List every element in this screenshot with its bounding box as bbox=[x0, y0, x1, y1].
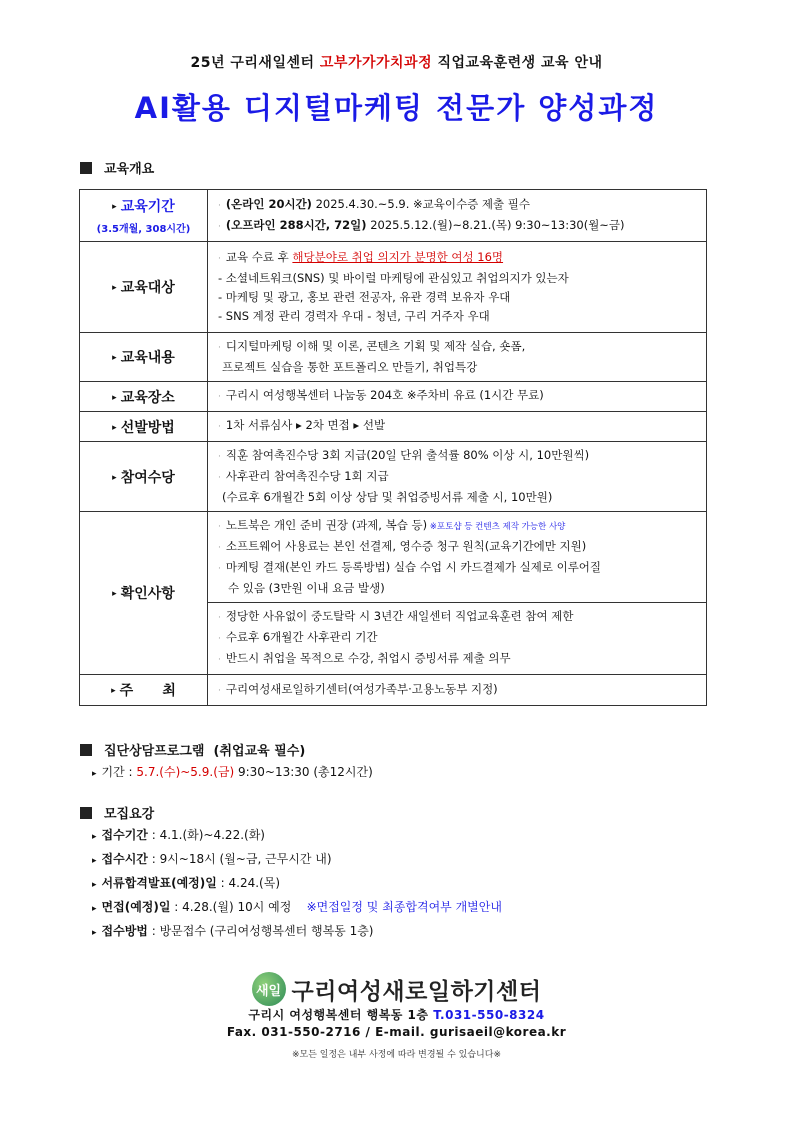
check-a1-note: ※포토샵 등 컨텐츠 제작 가능한 사양 bbox=[427, 522, 566, 532]
label-host-text: 주 최 bbox=[119, 683, 176, 699]
saeil-logo-icon: 새일 bbox=[252, 972, 286, 1006]
label-target-text: 교육대상 bbox=[120, 280, 175, 296]
dash-icon: - bbox=[218, 271, 223, 285]
contact-address-text: 구리시 여성행복센터 행복동 1층 bbox=[248, 1008, 434, 1022]
group-period-rest: 9:30~13:30 (총12시간) bbox=[234, 765, 373, 779]
dot-icon: · bbox=[218, 200, 221, 211]
value-check-b bbox=[208, 603, 707, 675]
dot-icon: · bbox=[218, 422, 221, 432]
value-period bbox=[208, 190, 707, 242]
row-select bbox=[80, 412, 707, 442]
recruit-r3-key: 서류합격발표(예정)일 bbox=[101, 876, 217, 890]
dot-icon: · bbox=[218, 522, 221, 532]
group-period-key: 기간 : bbox=[101, 765, 137, 779]
group-period-dates: 5.7.(수)~5.9.(금) bbox=[136, 765, 235, 779]
page-title: AI활용 디지털마케팅 전문가 양성과정 bbox=[134, 91, 659, 125]
content-line1: 디지털마케팅 이해 및 이론, 콘텐츠 기획 및 제작 실습, 숏폼, bbox=[225, 339, 526, 353]
dot-icon: · bbox=[218, 613, 221, 623]
header-pre: 25년 구리새일센터 bbox=[190, 55, 320, 71]
label-allowance-text: 참여수당 bbox=[120, 469, 175, 486]
value-host bbox=[208, 675, 707, 706]
section-overview-label: 교육개요 bbox=[104, 162, 155, 177]
value-check-a bbox=[208, 512, 707, 603]
triangle-icon: ▸ bbox=[112, 283, 117, 293]
allowance-line1: 직훈 참여촉진수당 3회 지급(20일 단위 출석률 80% 이상 시, 10만원씩) bbox=[225, 448, 590, 462]
content-line2: 프로젝트 실습을 통한 포트폴리오 만들기, 취업특강 bbox=[222, 360, 478, 374]
period-offline-label: (오프라인 288시간, 72일) bbox=[225, 217, 367, 232]
org-name: 구리여성새로일하기센터 bbox=[291, 978, 542, 1005]
row-host bbox=[80, 675, 707, 706]
triangle-icon: ▸ bbox=[92, 928, 97, 938]
dash-icon: - bbox=[218, 309, 223, 323]
dot-icon: · bbox=[218, 221, 221, 232]
check-b3: 반드시 취업을 목적으로 수강, 취업시 증빙서류 제출 의무 bbox=[225, 651, 511, 665]
dot-icon: · bbox=[218, 634, 221, 644]
label-place bbox=[80, 382, 208, 412]
triangle-icon: ▸ bbox=[112, 202, 117, 212]
label-select-text: 선발방법 bbox=[120, 419, 175, 436]
dot-icon: · bbox=[218, 655, 221, 665]
row-allowance bbox=[80, 442, 707, 512]
row-target bbox=[80, 242, 707, 333]
label-content bbox=[80, 333, 208, 382]
recruit-r5-key: 접수방법 bbox=[101, 924, 148, 938]
target-line3: 마케팅 및 광고, 홍보 관련 전공자, 유관 경력 보유자 우대 bbox=[222, 290, 511, 304]
dash-icon: - bbox=[218, 290, 223, 304]
label-select bbox=[80, 412, 208, 442]
contact-address bbox=[0, 1006, 793, 1023]
period-online: 2025.4.30.~5.9. ※교육이수증 제출 필수 bbox=[311, 196, 530, 211]
recruit-method bbox=[92, 922, 374, 939]
check-a2: 소프트웨어 사용료는 본인 선결제, 영수증 청구 원칙(교육기간에만 지원) bbox=[225, 539, 587, 553]
label-period-sub: (3.5개월, 308시간) bbox=[96, 224, 191, 235]
recruit-r2-key: 접수시간 bbox=[101, 852, 148, 866]
contact-fax-email: Fax. 031-550-2716 / E-mail. gurisaeil@korea.kr bbox=[226, 1025, 567, 1039]
dot-icon: · bbox=[218, 343, 221, 353]
triangle-icon: ▸ bbox=[112, 472, 117, 483]
target-line4: SNS 계정 관리 경력자 우대 - 청년, 구리 거주자 우대 bbox=[222, 309, 490, 323]
label-allowance bbox=[80, 442, 208, 512]
label-content-text: 교육내용 bbox=[120, 350, 175, 366]
triangle-icon: ▸ bbox=[112, 589, 117, 599]
contact-phone: T.031-550-8324 bbox=[433, 1008, 545, 1022]
host-line1: 구리여성새로일하기센터(여성가족부·고용노동부 지정) bbox=[225, 681, 498, 696]
triangle-icon: ▸ bbox=[92, 856, 97, 866]
allowance-line3: (수료후 6개월간 5회 이상 상담 및 취업증빙서류 제출 시, 10만원) bbox=[222, 490, 553, 504]
section-recruit-label: 모집요강 bbox=[104, 807, 155, 822]
group-period bbox=[92, 763, 373, 780]
recruit-interview bbox=[92, 898, 502, 915]
row-check-a bbox=[80, 512, 707, 603]
dot-icon: · bbox=[218, 473, 221, 483]
recruit-r4-note: ※면접일정 및 최종합격여부 개별안내 bbox=[306, 900, 502, 914]
place-line1: 구리시 여성행복센터 나눔동 204호 ※주차비 유료 (1시간 무료) bbox=[225, 388, 544, 402]
check-a1: 노트북은 개인 준비 권장 (과제, 복습 등) bbox=[225, 518, 428, 532]
triangle-icon: ▸ bbox=[92, 880, 97, 890]
value-place bbox=[208, 382, 707, 412]
triangle-icon: ▸ bbox=[112, 392, 117, 403]
row-place bbox=[80, 382, 707, 412]
recruit-apply-time bbox=[92, 850, 332, 867]
dot-icon: · bbox=[218, 564, 221, 574]
triangle-icon: ▸ bbox=[112, 353, 117, 363]
triangle-icon: ▸ bbox=[92, 832, 97, 842]
org-logo bbox=[0, 972, 793, 1006]
period-online-label: (온라인 20시간) bbox=[225, 196, 312, 211]
label-period-text: 교육기간 bbox=[120, 199, 175, 215]
dot-icon: · bbox=[218, 392, 221, 402]
header-highlight: 고부가가가치과정 bbox=[319, 55, 433, 71]
row-period bbox=[80, 190, 707, 242]
label-check bbox=[80, 512, 208, 675]
value-target bbox=[208, 242, 707, 333]
label-target bbox=[80, 242, 208, 333]
section-recruit-heading bbox=[80, 803, 154, 822]
check-b1: 정당한 사유없이 중도탈락 시 3년간 새일센터 직업교육훈련 참여 제한 bbox=[225, 609, 574, 623]
target-line2: 소셜네트워크(SNS) 및 바이럴 마케팅에 관심있고 취업의지가 있는자 bbox=[222, 271, 569, 285]
recruit-apply-period bbox=[92, 826, 265, 843]
dot-icon: · bbox=[218, 452, 221, 462]
recruit-r3-value: : 4.24.(목) bbox=[216, 876, 281, 890]
recruit-r5-value: : 방문접수 (구리여성행복센터 행복동 1층) bbox=[147, 924, 374, 938]
value-allowance bbox=[208, 442, 707, 512]
recruit-r2-value: : 9시~18시 (월~금, 근무시간 내) bbox=[147, 852, 332, 866]
triangle-icon: ▸ bbox=[92, 769, 97, 779]
select-line1: 1차 서류심사 ▸ 2차 면접 ▸ 선발 bbox=[225, 418, 386, 432]
section-group-heading bbox=[80, 740, 305, 759]
square-bullet-icon bbox=[80, 807, 92, 819]
period-offline: 2025.5.12.(월)~8.21.(목) 9:30~13:30(월~금) bbox=[366, 217, 625, 232]
triangle-icon: ▸ bbox=[92, 904, 97, 914]
recruit-r4-value: : 4.28.(월) 10시 예정 bbox=[170, 900, 307, 914]
dot-icon: · bbox=[218, 254, 221, 264]
value-content bbox=[208, 333, 707, 382]
section-overview-heading bbox=[80, 158, 154, 177]
recruit-r1-key: 접수기간 bbox=[101, 828, 148, 842]
check-a4: 수 있음 (3만원 이내 요금 발생) bbox=[228, 581, 385, 595]
label-place-text: 교육장소 bbox=[120, 389, 175, 406]
target-highlight: 해당분야로 취업 의지가 분명한 여성 16명 bbox=[292, 250, 504, 264]
label-host bbox=[80, 675, 208, 706]
allowance-line2: 사후관리 참여촉진수당 1회 지급 bbox=[225, 469, 389, 483]
overview-table bbox=[79, 189, 707, 706]
dot-icon: · bbox=[218, 685, 221, 696]
recruit-doc-result bbox=[92, 874, 280, 891]
section-group-label: 집단상담프로그램 (취업교육 필수) bbox=[104, 744, 306, 759]
triangle-icon: ▸ bbox=[112, 422, 117, 433]
square-bullet-icon bbox=[80, 162, 92, 174]
dot-icon: · bbox=[218, 543, 221, 553]
label-period bbox=[80, 190, 208, 242]
check-a3: 마케팅 결재(본인 카드 등록방법) 실습 수업 시 카드결제가 실제로 이루어질 bbox=[225, 560, 602, 574]
header-post: 직업교육훈련생 교육 안내 bbox=[432, 55, 603, 71]
recruit-r1-value: : 4.1.(화)~4.22.(화) bbox=[147, 828, 265, 842]
recruit-r4-key: 면접(예정)일 bbox=[101, 900, 171, 914]
triangle-icon: ▸ bbox=[111, 686, 116, 696]
target-line1: 교육 수료 후 bbox=[225, 250, 293, 264]
row-content bbox=[80, 333, 707, 382]
value-select bbox=[208, 412, 707, 442]
square-bullet-icon bbox=[80, 744, 92, 756]
check-b2: 수료후 6개월간 사후관리 기간 bbox=[225, 630, 378, 644]
footnote: ※모든 일정은 내부 사정에 따라 변경될 수 있습니다※ bbox=[292, 1050, 501, 1060]
label-check-text: 확인사항 bbox=[120, 586, 175, 602]
header-subtitle bbox=[0, 52, 793, 72]
